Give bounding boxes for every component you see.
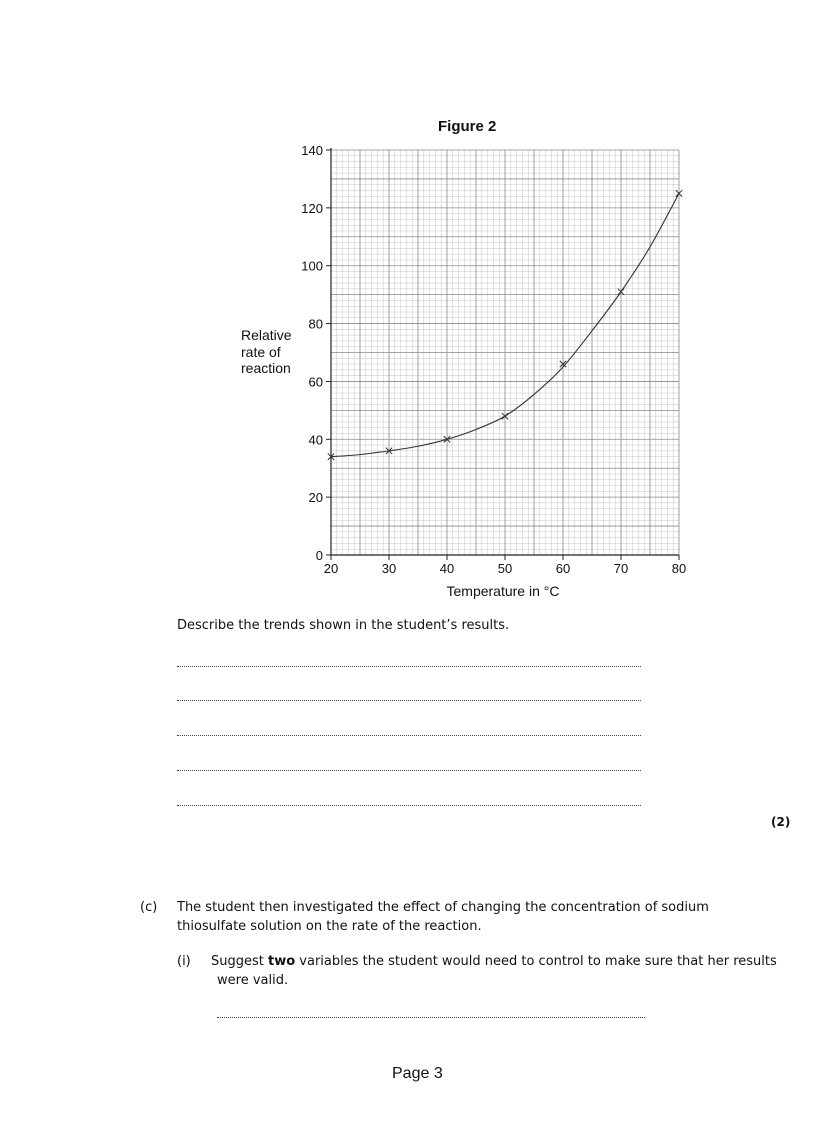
y-tick-label: 120: [301, 200, 323, 216]
y-tick-label: 60: [308, 374, 323, 390]
page-number: Page 3: [392, 1065, 443, 1082]
part-ci-text-before: Suggest: [211, 954, 268, 969]
x-tick-label: 40: [439, 561, 455, 576]
answer-line-ci[interactable]: [217, 1017, 645, 1018]
x-tick-label: 50: [497, 561, 513, 576]
part-c-text-line-1: The student then investigated the effect of changing the concentration of sodium: [177, 900, 709, 915]
x-tick-label: 30: [381, 561, 397, 576]
answer-line-1[interactable]: [177, 666, 641, 667]
marks-badge: (2): [771, 815, 791, 829]
y-axis-label-line-2: rate of: [241, 343, 281, 360]
answer-line-4[interactable]: [177, 770, 641, 771]
y-axis-label-line-3: reaction: [241, 360, 291, 376]
figure-title: Figure 2: [438, 118, 497, 135]
part-ci-text-after: variables the student would need to control to make sure that her results: [295, 954, 777, 969]
part-ci-text-line-1: [211, 952, 777, 971]
x-tick-label: 80: [671, 561, 687, 576]
answer-line-2[interactable]: [177, 700, 641, 701]
y-tick-label: 100: [301, 258, 323, 274]
x-tick-label: 60: [555, 561, 571, 576]
y-tick-label: 0: [315, 548, 323, 563]
part-c-text-line-2: thiosulfate solution on the rate of the reaction.: [177, 919, 482, 934]
y-axis-label-line-1: Relative: [241, 327, 292, 343]
y-tick-label: 140: [301, 143, 323, 158]
y-tick-label: 40: [308, 432, 323, 448]
part-ci-text-bold: two: [268, 954, 296, 969]
part-c-label: (c): [140, 900, 158, 915]
part-ci-label: (i): [177, 954, 191, 969]
x-tick-label: 20: [323, 561, 339, 576]
x-axis-label: Temperature in °C: [446, 583, 560, 599]
part-ci-text-line-2: were valid.: [217, 973, 289, 988]
answer-line-3[interactable]: [177, 735, 641, 736]
x-tick-label: 70: [613, 561, 629, 576]
y-tick-label: 80: [308, 316, 323, 332]
question-prompt: Describe the trends shown in the student’s results.: [177, 618, 510, 633]
answer-line-5[interactable]: [177, 805, 641, 806]
y-tick-label: 20: [308, 490, 323, 506]
